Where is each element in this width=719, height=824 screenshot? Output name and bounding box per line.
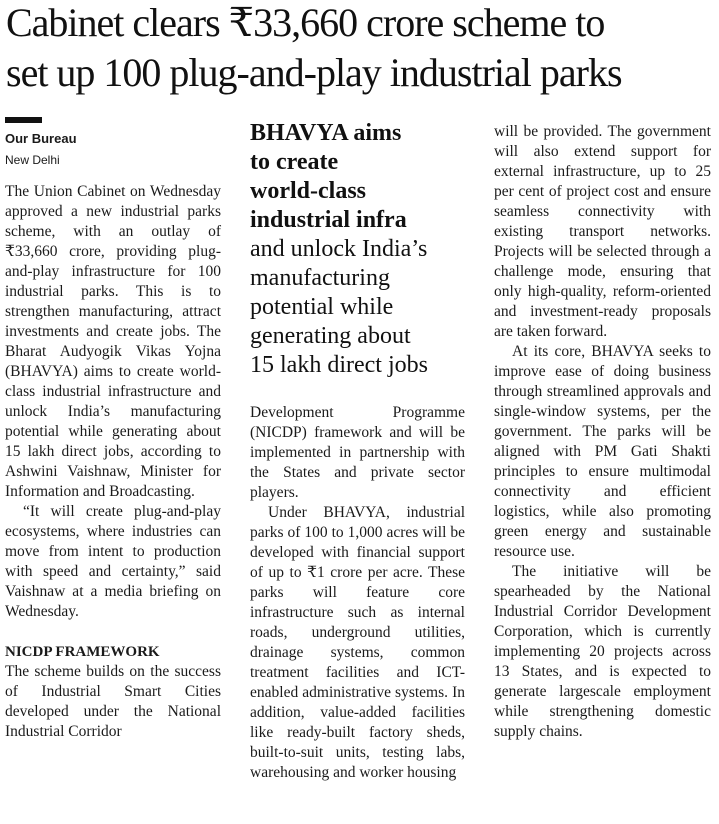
paragraph: The Union Cabinet on Wednesday approved a new industrial parks scheme, with an outlay of ₹33,660 crore, providing plug-and-play infrastructure for 100 industrial parks. This is to strengthen manufacturing, attract investments and create jobs. The Bharat Audyogik Vikas Yojna (BHAVYA) aims to create world-class industrial infrastructure and unlock India’s manufacturing potential while generating about 15 lakh direct jobs, according to Ashwini Vaishnaw, Minister for Information and Broadcasting. — [5, 183, 221, 500]
byline-author: Our Bureau — [5, 131, 77, 146]
pull-quote-line: and unlock India’s — [250, 236, 428, 262]
article-column-2 — [250, 403, 465, 783]
paragraph: The initiative will be spearheaded by the National Industrial Corridor Development Corporation, which is currently implementing 20 projects across 13 States, and is expected to generate largescale employment while strengthening domestic supply chains. — [494, 563, 711, 740]
paragraph: Under BHAVYA, industrial parks of 100 to 1,000 acres will be developed with financial support of up to ₹1 crore per acre. These parks will feature core infrastructure such as internal roads, underground utilities, drainage systems, common treatment facilities and ICT-enabled administrative systems. In addition, value-added facilities like ready-built factory sheds, built-to-suit units, testing labs, warehousing and worker housing — [250, 504, 465, 781]
headline-line-1: Cabinet clears ₹33,660 crore scheme to — [6, 0, 605, 45]
headline-line-2: set up 100 plug-and-play industrial parks — [6, 50, 622, 95]
paragraph: At its core, BHAVYA seeks to improve ease of doing business through streamlined approvals and single-window systems, per the government. The parks will be aligned with PM Gati Shakti principles to ensure multimodal connectivity and efficient logistics, while also promoting green energy and sustainable resource use. — [494, 343, 711, 560]
paragraph: “It will create plug-and-play ecosystems, where industries can move from intent to production with speed and certainty,” said Vaishnaw at a media briefing on Wednesday. — [5, 503, 221, 620]
paragraph: The scheme builds on the success of Industrial Smart Cities developed under the National Industrial Corridor — [5, 663, 221, 740]
article-column-3 — [494, 122, 711, 742]
pull-quote-line: manufacturing — [250, 265, 390, 291]
pull-quote-bold-line: industrial infra — [250, 207, 407, 233]
byline-rule — [5, 117, 42, 123]
paragraph: Development Programme (NICDP) framework and will be implemented in partnership with the States and private sector players. — [250, 404, 465, 501]
headline — [6, 0, 718, 98]
pull-quote-line: generating about — [250, 323, 411, 349]
byline-location: New Delhi — [5, 153, 60, 167]
pull-quote — [250, 119, 475, 380]
pull-quote-bold-line: BHAVYA aims — [250, 120, 402, 146]
paragraph: will be provided. The government will also extend support for external infrastructure, up to 25 per cent of project cost and ensure seamless connectivity with existing transport networks. Projects will be selected through a challenge mode, ensuring that only high-quality, reform-oriented and investment-ready proposals are taken forward. — [494, 123, 711, 340]
pull-quote-bold-line: to create — [250, 149, 339, 175]
article-column-1 — [5, 182, 221, 742]
pull-quote-bold-line: world-class — [250, 178, 366, 204]
pull-quote-line: potential while — [250, 294, 394, 320]
byline — [5, 130, 77, 169]
section-subhead: NICDP FRAMEWORK — [5, 644, 160, 660]
pull-quote-line: 15 lakh direct jobs — [250, 352, 428, 378]
